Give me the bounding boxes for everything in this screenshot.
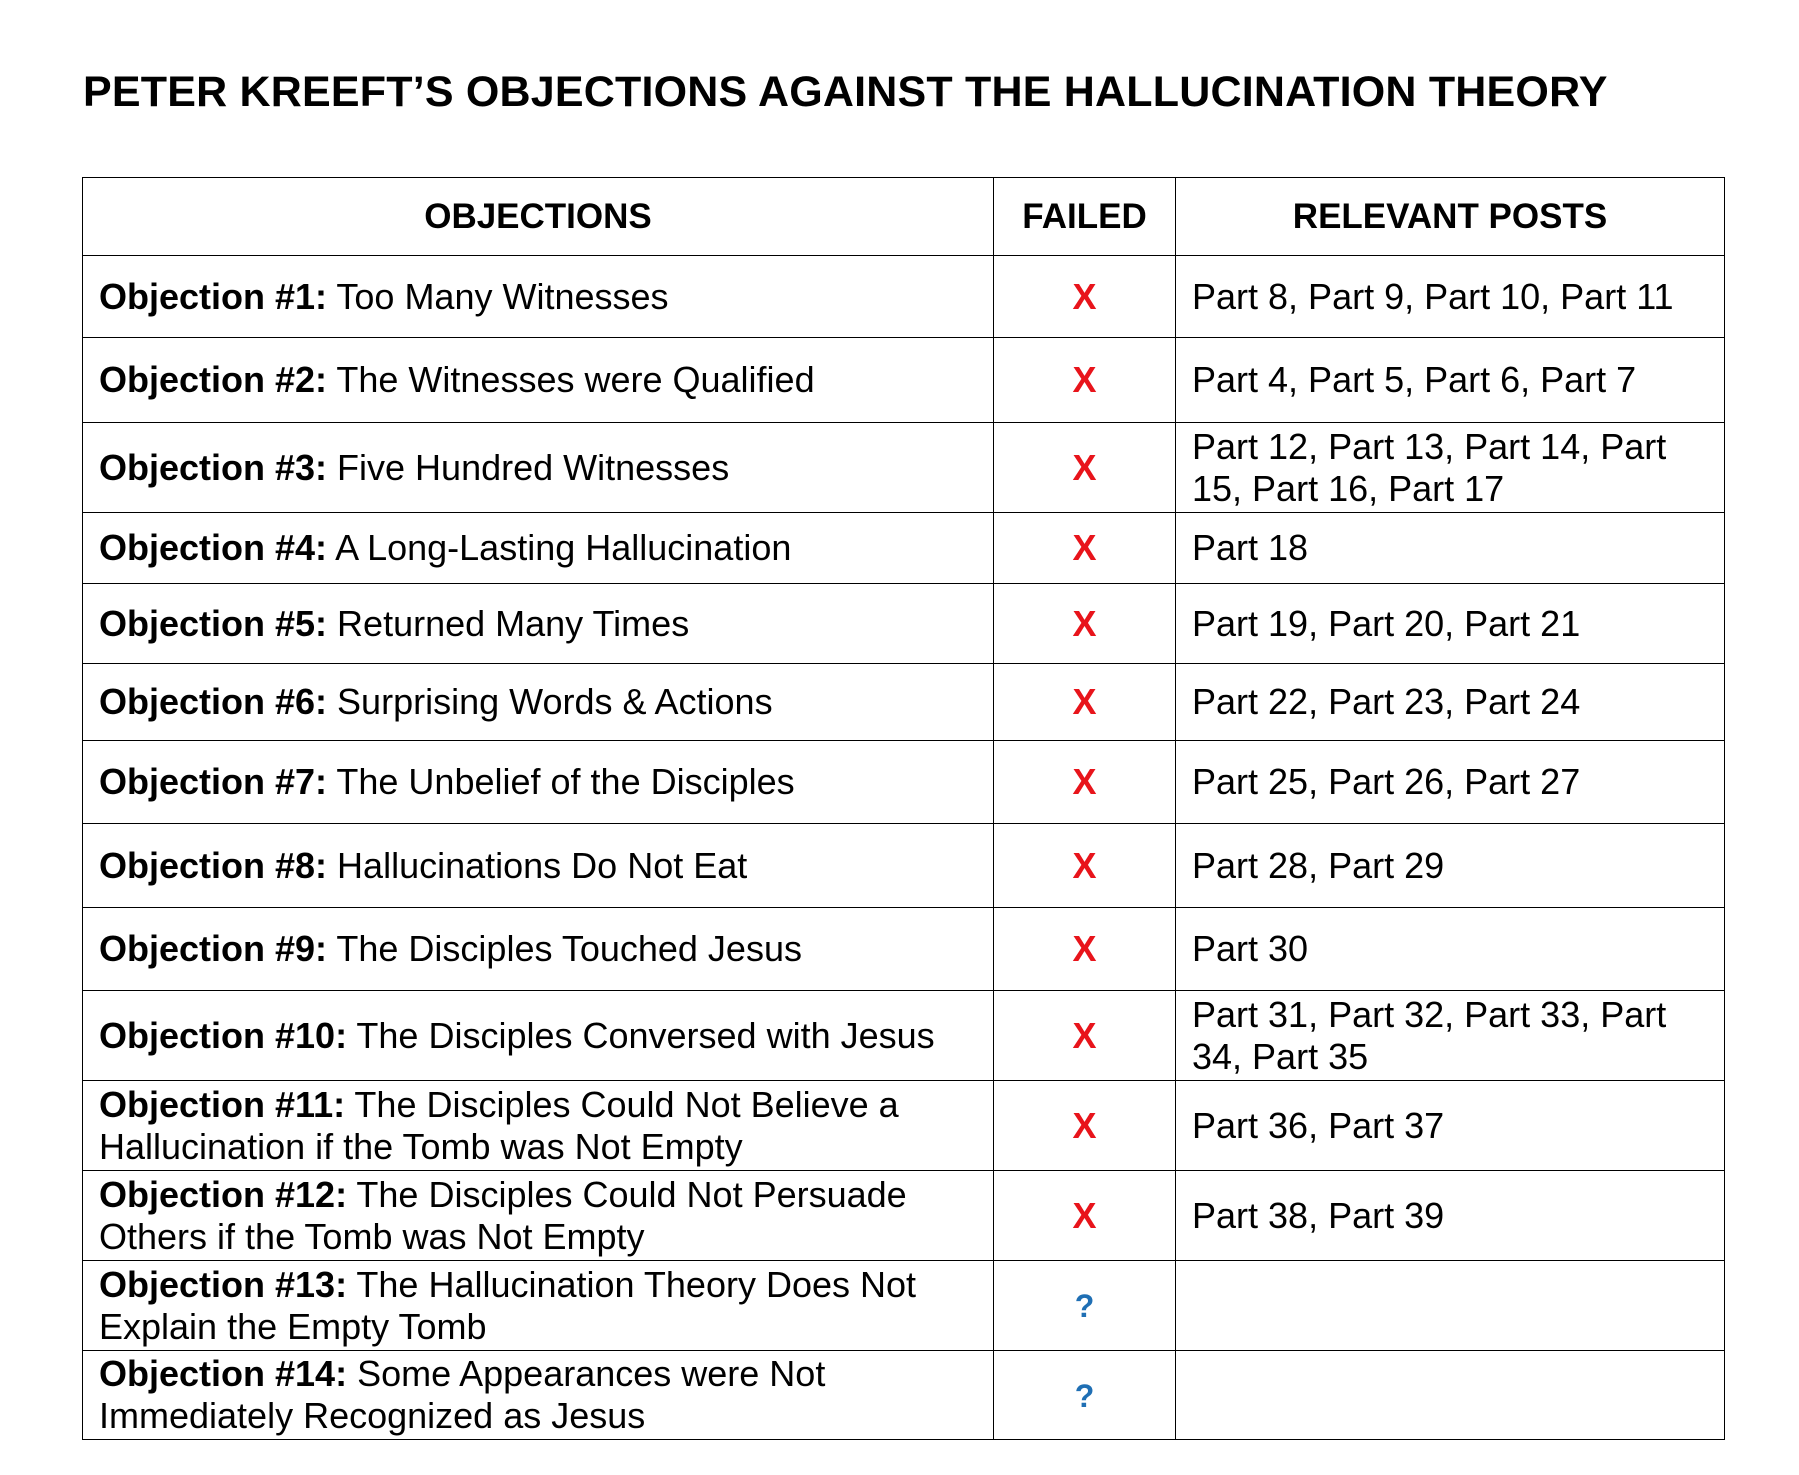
failed-x-mark: X (1072, 275, 1097, 317)
failed-cell (994, 1351, 1176, 1440)
objection-cell (83, 741, 994, 824)
objection-number: Objection #1: (99, 275, 328, 317)
objection-text: A Long-Lasting Hallucination (327, 527, 792, 568)
objection-cell (83, 991, 994, 1081)
failed-cell (994, 1081, 1176, 1171)
failed-x-mark: X (1072, 359, 1097, 400)
objection-text: The Disciples Could Not Persuade Others if the Tomb was Not Empty (99, 1173, 907, 1257)
relevant-posts-cell: Part 22, Part 23, Part 24 (1176, 664, 1725, 741)
objection-cell (83, 584, 994, 664)
relevant-posts-cell: Part 12, Part 13, Part 14, Part 15, Part 16, Part 17 (1176, 423, 1725, 513)
objection-number: Objection #2: (99, 359, 328, 400)
objection-text: The Hallucination Theory Does Not Explain the Empty Tomb (99, 1263, 917, 1347)
failed-cell (994, 338, 1176, 423)
objection-cell (83, 1081, 994, 1171)
table-row (83, 423, 1725, 513)
relevant-posts-cell: Part 30 (1176, 908, 1725, 991)
objection-number: Objection #8: (99, 844, 328, 886)
table-row (83, 584, 1725, 664)
objection-cell (83, 908, 994, 991)
objection-text: Surprising Words & Actions (327, 681, 773, 722)
failed-cell (994, 256, 1176, 338)
table-row (83, 513, 1725, 584)
failed-x-mark: X (1072, 844, 1097, 886)
table-row (83, 1081, 1725, 1171)
objection-number: Objection #10: (99, 1014, 348, 1056)
failed-x-mark: X (1072, 1194, 1097, 1236)
table-row (83, 664, 1725, 741)
failed-cell (994, 1171, 1176, 1261)
failed-cell (994, 741, 1176, 824)
failed-cell (994, 1261, 1176, 1351)
page-title: PETER KREEFT’S OBJECTIONS AGAINST THE HALLUCINATION THEORY (83, 68, 1608, 116)
objection-text: Returned Many Times (327, 602, 690, 644)
objection-number: Objection #6: (99, 681, 328, 722)
header-failed: FAILED (994, 178, 1176, 256)
failed-x-mark: X (1072, 1104, 1097, 1146)
table-row (83, 908, 1725, 991)
objection-cell (83, 423, 994, 513)
table-row (83, 338, 1725, 423)
table-row (83, 1351, 1725, 1440)
failed-cell (994, 991, 1176, 1081)
failed-cell (994, 584, 1176, 664)
relevant-posts-cell (1176, 1351, 1725, 1440)
header-relevant-posts: RELEVANT POSTS (1176, 178, 1725, 256)
header-objections: OBJECTIONS (83, 178, 994, 256)
relevant-posts-cell: Part 8, Part 9, Part 10, Part 11 (1176, 256, 1725, 338)
failed-cell (994, 664, 1176, 741)
objection-text: The Disciples Conversed with Jesus (347, 1014, 935, 1056)
failed-x-mark: X (1072, 681, 1097, 722)
objection-text: The Disciples Touched Jesus (327, 928, 802, 969)
failed-cell (994, 908, 1176, 991)
objection-cell (83, 513, 994, 584)
objection-cell (83, 664, 994, 741)
relevant-posts-cell: Part 36, Part 37 (1176, 1081, 1725, 1171)
objection-number: Objection #5: (99, 602, 328, 644)
objections-body (83, 256, 1725, 1440)
objection-cell (83, 1171, 994, 1261)
objection-number: Objection #7: (99, 761, 328, 802)
objection-number: Objection #12: (99, 1173, 348, 1215)
unknown-question-mark: ? (1074, 1377, 1095, 1414)
objection-text: Some Appearances were Not Immediately Recognized as Jesus (99, 1353, 826, 1436)
objection-text: Five Hundred Witnesses (327, 446, 730, 488)
relevant-posts-cell: Part 28, Part 29 (1176, 824, 1725, 908)
objection-number: Objection #3: (99, 446, 328, 488)
relevant-posts-cell (1176, 1261, 1725, 1351)
objections-table (82, 177, 1725, 1440)
table-row (83, 1171, 1725, 1261)
objection-number: Objection #9: (99, 928, 328, 969)
table-row (83, 741, 1725, 824)
relevant-posts-cell: Part 38, Part 39 (1176, 1171, 1725, 1261)
failed-x-mark: X (1072, 1014, 1097, 1056)
objection-number: Objection #11: (99, 1083, 346, 1125)
unknown-question-mark: ? (1074, 1288, 1095, 1324)
header-row (83, 178, 1725, 256)
objection-cell (83, 1351, 994, 1440)
failed-x-mark: X (1072, 527, 1097, 568)
objection-number: Objection #14: (99, 1353, 348, 1394)
objection-cell (83, 824, 994, 908)
failed-x-mark: X (1072, 446, 1097, 488)
objection-number: Objection #4: (99, 527, 328, 568)
relevant-posts-cell: Part 18 (1176, 513, 1725, 584)
failed-cell (994, 423, 1176, 513)
objection-text: Hallucinations Do Not Eat (327, 844, 748, 886)
relevant-posts-cell: Part 31, Part 32, Part 33, Part 34, Part 35 (1176, 991, 1725, 1081)
objection-text: The Disciples Could Not Believe a Hallucination if the Tomb was Not Empty (99, 1083, 899, 1167)
table-row (83, 1261, 1725, 1351)
objection-text: The Unbelief of the Disciples (327, 761, 795, 802)
objection-text: Too Many Witnesses (327, 275, 669, 317)
objection-cell (83, 338, 994, 423)
objection-number: Objection #13: (99, 1263, 348, 1305)
relevant-posts-cell: Part 19, Part 20, Part 21 (1176, 584, 1725, 664)
relevant-posts-cell: Part 25, Part 26, Part 27 (1176, 741, 1725, 824)
relevant-posts-cell: Part 4, Part 5, Part 6, Part 7 (1176, 338, 1725, 423)
failed-x-mark: X (1072, 928, 1097, 969)
objection-cell (83, 256, 994, 338)
table-row (83, 824, 1725, 908)
objection-cell (83, 1261, 994, 1351)
objection-text: The Witnesses were Qualified (327, 359, 815, 400)
table-row (83, 991, 1725, 1081)
failed-x-mark: X (1072, 761, 1097, 802)
failed-cell (994, 824, 1176, 908)
failed-x-mark: X (1072, 602, 1097, 644)
table-row (83, 256, 1725, 338)
failed-cell (994, 513, 1176, 584)
